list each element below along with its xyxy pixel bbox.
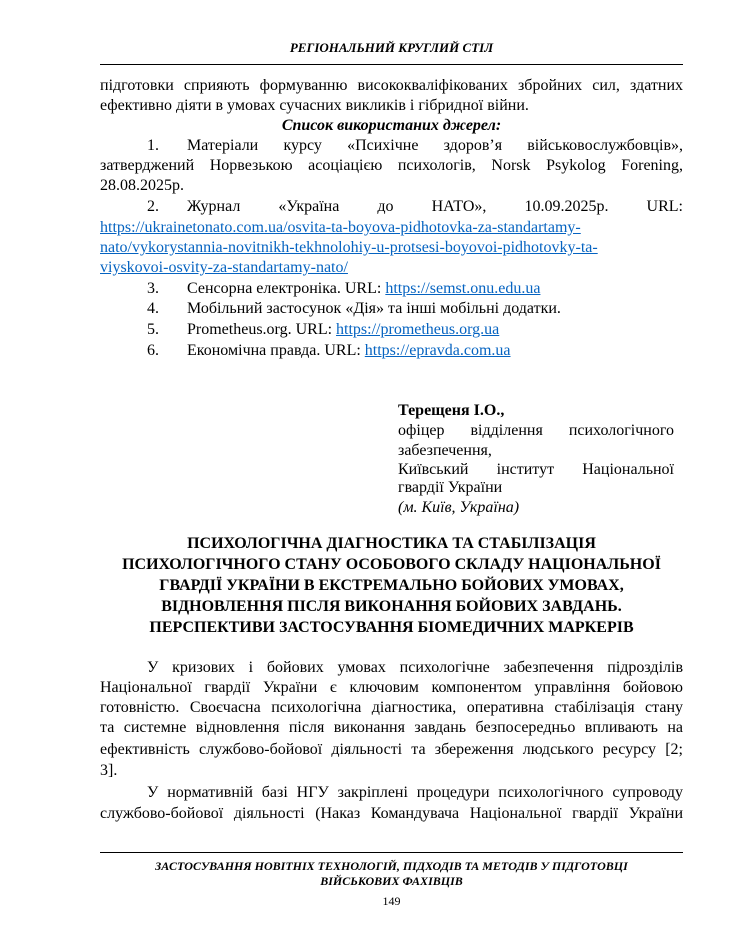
author-city: (м. Київ, Україна): [398, 499, 520, 516]
references-heading: Список використаних джерел:: [281, 117, 502, 134]
reference-3-text: Сенсорна електроніка. URL:: [187, 280, 386, 297]
footer-divider: [100, 852, 683, 853]
reference-3-link[interactable]: https://semst.onu.edu.ua: [385, 280, 541, 297]
reference-5: [147, 320, 499, 340]
reference-4: [147, 299, 561, 319]
article-title-line-2: ПСИХОЛОГІЧНОГО СТАНУ ОСОБОВОГО СКЛАДУ НАЦІОНАЛЬНОЇ: [122, 556, 661, 573]
reference-5-number: 5.: [147, 321, 159, 338]
header-divider: [100, 64, 683, 65]
reference-2-line-1: [147, 197, 683, 217]
paragraph-1-line-5: ефективність службово-бойової діяльності та збереження людського ресурсу [2;: [100, 741, 683, 758]
reference-1-line-1: [147, 136, 683, 156]
footer-title-line-1: ЗАСТОСУВАННЯ НОВІТНІХ ТЕХНОЛОГІЙ, ПІДХОДІВ ТА МЕТОДІВ У ПІДГОТОВЦІ: [155, 859, 628, 873]
reference-6-text: Економічна правда. URL:: [187, 342, 365, 359]
article-title-line-3: ГВАРДІЇ УКРАЇНИ В ЕКСТРЕМАЛЬНО БОЙОВИХ УМОВАХ,: [159, 577, 624, 594]
paragraph-1-line-3: готовністю. Своєчасна психологічна діагностика, оперативна стабілізація стану: [100, 699, 683, 716]
reference-1-line-2: затверджений Норвезькою асоціацією психологів, Norsk Psykolog Forening,: [100, 157, 683, 174]
article-title-line-4: ВІДНОВЛЕННЯ ПІСЛЯ ВИКОНАННЯ БОЙОВИХ ЗАВДАНЬ.: [161, 598, 622, 615]
intro-line-2: ефективно діяти в умовах сучасних викликів і гібридної війни.: [100, 97, 529, 114]
author-position-line-1: офіцер відділення психологічного: [398, 422, 674, 439]
reference-1-number: 1.: [147, 137, 159, 154]
footer-title-line-2: ВІЙСЬКОВИХ ФАХІВЦІВ: [320, 874, 463, 888]
reference-1-text: Матеріали курсу «Психічне здоров’я військовослужбовців»,: [187, 137, 683, 154]
article-title-line-5: ПЕРСПЕКТИВИ ЗАСТОСУВАННЯ БІОМЕДИЧНИХ МАРКЕРІВ: [149, 619, 634, 636]
paragraph-1-line-4: та системне відновлення після виконання завдань безпосередньо впливають на: [100, 719, 683, 736]
intro-line-1: підготовки сприяють формуванню висококваліфікованих збройних сил, здатних: [100, 77, 683, 94]
author-position-line-2: забезпечення,: [398, 442, 492, 459]
author-organization-line-2: гвардії України: [398, 479, 503, 496]
reference-6-number: 6.: [147, 342, 159, 359]
paragraph-2-line-2: службово-бойової діяльності (Наказ Командувача Національної гвардії України: [100, 805, 683, 822]
reference-5-link[interactable]: https://prometheus.org.ua: [336, 321, 500, 338]
author-organization-line-1: Київський інститут Національної: [398, 461, 674, 478]
paragraph-2-line-1: У нормативній базі НГУ закріплені процедури психологічного супроводу: [147, 784, 683, 801]
reference-2-link-line-3[interactable]: viyskovoi-osvity-za-standartamy-nato/: [100, 259, 348, 276]
reference-4-number: 4.: [147, 300, 159, 317]
reference-3-number: 3.: [147, 280, 159, 297]
reference-1-line-3: 28.08.2025р.: [100, 177, 184, 194]
author-name: Терещеня І.О.,: [398, 402, 505, 419]
reference-3: [147, 279, 540, 299]
paragraph-1-line-2: Національної гвардії України є ключовим компонентом управління бойовою: [100, 679, 683, 696]
reference-5-text: Prometheus.org. URL:: [187, 321, 337, 338]
reference-2-link-line-1[interactable]: https://ukrainetonato.com.ua/osvita-ta-boyova-pidhotovka-za-standartamy-: [100, 219, 581, 236]
reference-4-text: Мобільний застосунок «Дія» та інші мобільні додатки.: [187, 300, 561, 317]
reference-6-link[interactable]: https://epravda.com.ua: [364, 342, 511, 359]
page-number: 149: [382, 894, 401, 908]
paragraph-1-line-6: 3].: [100, 762, 118, 779]
reference-2-text: Журнал «Україна до НАТО», 10.09.2025р. URL:: [187, 198, 683, 215]
reference-2-number: 2.: [147, 198, 159, 215]
article-title-line-1: ПСИХОЛОГІЧНА ДІАГНОСТИКА ТА СТАБІЛІЗАЦІЯ: [187, 535, 596, 552]
reference-6: [147, 341, 511, 361]
running-header: РЕГІОНАЛЬНИЙ КРУГЛИЙ СТІЛ: [289, 40, 494, 55]
reference-2-link-line-2[interactable]: nato/vykorystannia-novitnikh-tekhnolohiy-u-protsesi-boyovoi-pidhotovky-ta-: [100, 239, 598, 256]
paragraph-1-line-1: У кризових і бойових умовах психологічне забезпечення підрозділів: [147, 659, 683, 676]
